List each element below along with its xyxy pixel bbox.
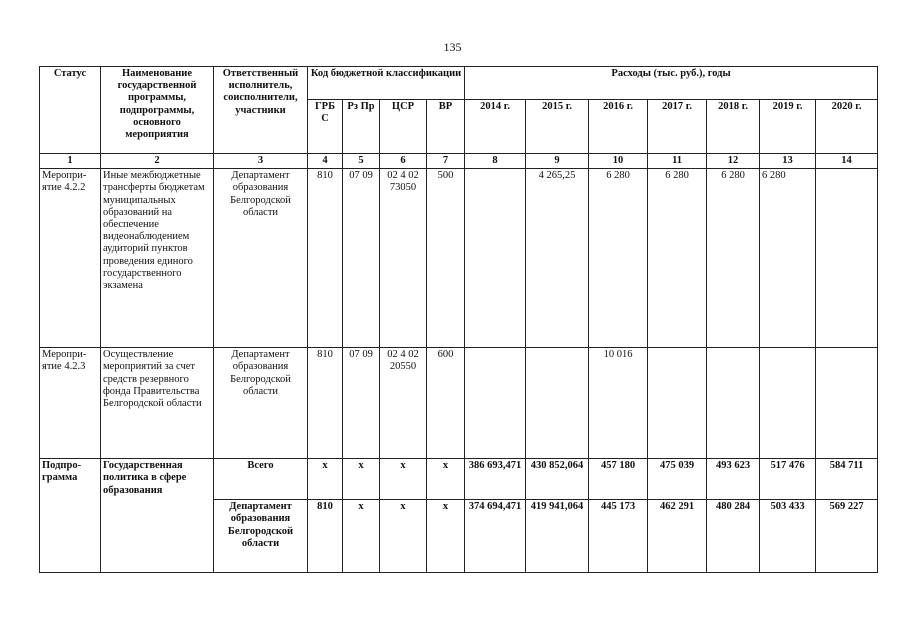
row-y2020 bbox=[816, 169, 878, 348]
row-responsible: Департамент образования Белгородской области bbox=[214, 169, 308, 348]
row-y2016: 6 280 bbox=[589, 169, 648, 348]
row-responsible: Всего bbox=[214, 459, 308, 500]
row-y2014 bbox=[465, 169, 526, 348]
row-rzpr: 07 09 bbox=[343, 169, 380, 348]
header-code-rzpr: Рз Пр bbox=[343, 100, 380, 154]
row-y2020: 569 227 bbox=[816, 500, 878, 573]
row-responsible: Департамент образования Белгородской области bbox=[214, 500, 308, 573]
column-number: 4 bbox=[308, 154, 343, 169]
column-number: 11 bbox=[648, 154, 707, 169]
row-y2016: 10 016 bbox=[589, 348, 648, 459]
header-code-group: Код бюджетной классификации bbox=[308, 67, 465, 100]
header-name: Наименование государственной программы, подпрограммы, основного мероприятия bbox=[101, 67, 214, 154]
row-csr: х bbox=[380, 459, 427, 500]
row-y2015 bbox=[526, 348, 589, 459]
row-y2018: 480 284 bbox=[707, 500, 760, 573]
row-y2015: 4 265,25 bbox=[526, 169, 589, 348]
row-y2019: 6 280 bbox=[760, 169, 816, 348]
column-number: 7 bbox=[427, 154, 465, 169]
row-responsible: Департамент образования Белгородской области bbox=[214, 348, 308, 459]
column-number: 13 bbox=[760, 154, 816, 169]
row-y2019: 503 433 bbox=[760, 500, 816, 573]
column-number: 5 bbox=[343, 154, 380, 169]
row-y2016: 445 173 bbox=[589, 500, 648, 573]
row-y2018: 6 280 bbox=[707, 169, 760, 348]
row-csr: 02 4 02 73050 bbox=[380, 169, 427, 348]
column-number: 9 bbox=[526, 154, 589, 169]
row-y2017: 462 291 bbox=[648, 500, 707, 573]
row-y2017: 475 039 bbox=[648, 459, 707, 500]
header-year-2020: 2020 г. bbox=[816, 100, 878, 154]
row-y2015: 419 941,064 bbox=[526, 500, 589, 573]
header-year-2014: 2014 г. bbox=[465, 100, 526, 154]
column-number: 6 bbox=[380, 154, 427, 169]
table-row bbox=[40, 348, 878, 459]
row-status: Подпро-грамма bbox=[40, 459, 101, 573]
budget-table bbox=[39, 66, 878, 573]
row-y2014 bbox=[465, 348, 526, 459]
row-vr: х bbox=[427, 500, 465, 573]
row-name: Иные межбюджетные трансферты бюджетам муниципальных образований на обеспечение видеонаблюдением аудиторий пунктов проведения единого государственного экзамена bbox=[101, 169, 214, 348]
row-rzpr: 07 09 bbox=[343, 348, 380, 459]
row-y2019 bbox=[760, 348, 816, 459]
header-year-2019: 2019 г. bbox=[760, 100, 816, 154]
row-grbs: х bbox=[308, 459, 343, 500]
column-number: 12 bbox=[707, 154, 760, 169]
row-vr: 600 bbox=[427, 348, 465, 459]
row-csr: 02 4 02 20550 bbox=[380, 348, 427, 459]
column-number: 14 bbox=[816, 154, 878, 169]
row-y2018 bbox=[707, 348, 760, 459]
column-number: 3 bbox=[214, 154, 308, 169]
row-y2020 bbox=[816, 348, 878, 459]
row-grbs: 810 bbox=[308, 169, 343, 348]
row-csr: х bbox=[380, 500, 427, 573]
table-row bbox=[40, 169, 878, 348]
header-year-2015: 2015 г. bbox=[526, 100, 589, 154]
row-vr: х bbox=[427, 459, 465, 500]
header-year-2018: 2018 г. bbox=[707, 100, 760, 154]
column-number: 8 bbox=[465, 154, 526, 169]
column-number: 10 bbox=[589, 154, 648, 169]
row-y2017: 6 280 bbox=[648, 169, 707, 348]
row-y2016: 457 180 bbox=[589, 459, 648, 500]
header-responsible: Ответственный исполнитель, соисполнители, участники bbox=[214, 67, 308, 154]
row-vr: 500 bbox=[427, 169, 465, 348]
row-status: Меропри-ятие 4.2.3 bbox=[40, 348, 101, 459]
header-year-2016: 2016 г. bbox=[589, 100, 648, 154]
header-year-2017: 2017 г. bbox=[648, 100, 707, 154]
column-number: 1 bbox=[40, 154, 101, 169]
row-y2015: 430 852,064 bbox=[526, 459, 589, 500]
header-row-1 bbox=[40, 67, 878, 100]
row-name: Осуществление мероприятий за счет средств резервного фонда Правительства Белгородской области bbox=[101, 348, 214, 459]
row-status: Меропри-ятие 4.2.2 bbox=[40, 169, 101, 348]
row-y2020: 584 711 bbox=[816, 459, 878, 500]
row-y2014: 386 693,471 bbox=[465, 459, 526, 500]
table-row bbox=[40, 459, 878, 500]
header-code-csr: ЦСР bbox=[380, 100, 427, 154]
header-code-vr: ВР bbox=[427, 100, 465, 154]
row-grbs: 810 bbox=[308, 500, 343, 573]
header-expenses-group: Расходы (тыс. руб.), годы bbox=[465, 67, 878, 100]
row-y2018: 493 623 bbox=[707, 459, 760, 500]
row-y2014: 374 694,471 bbox=[465, 500, 526, 573]
page-number: 135 bbox=[443, 40, 462, 54]
column-number-row bbox=[40, 154, 878, 169]
header-status: Статус bbox=[40, 67, 101, 154]
row-y2017 bbox=[648, 348, 707, 459]
row-rzpr: х bbox=[343, 500, 380, 573]
column-number: 2 bbox=[101, 154, 214, 169]
row-name: Государственная политика в сфере образования bbox=[101, 459, 214, 573]
row-y2019: 517 476 bbox=[760, 459, 816, 500]
header-code-grbs: ГРБ С bbox=[308, 100, 343, 154]
row-rzpr: х bbox=[343, 459, 380, 500]
row-grbs: 810 bbox=[308, 348, 343, 459]
